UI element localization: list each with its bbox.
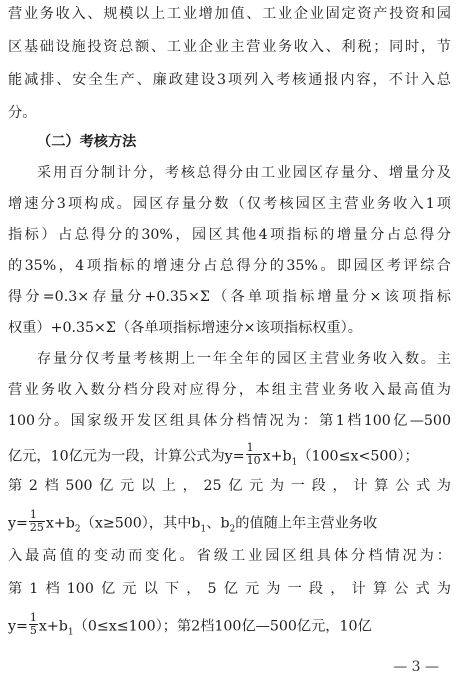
formula-text: x+b <box>45 515 75 532</box>
body-line: 第2档500亿元以上，25亿元为一段，计算公式为 <box>8 478 451 494</box>
formula-text: 、b <box>206 515 230 532</box>
page-number: — 3 — <box>393 659 439 675</box>
body-line: 100分。国家级开发区组具体分档情况为：第1档100亿—500 <box>8 413 451 429</box>
formula-text: （0≤x≤100）；第2档100亿—500亿元，10亿 <box>73 618 372 635</box>
formula-line-1 <box>8 441 451 468</box>
formula-line-3 <box>8 611 451 638</box>
fraction <box>29 612 38 637</box>
body-line: 入最高值的变动而变化。省级工业园区组具体分档情况为： <box>8 548 451 564</box>
body-line: 采用百分制计分，考核总得分由工业园区存量分、增量分及 <box>37 165 451 181</box>
formula-text: （x≥500），其中b <box>80 515 201 532</box>
fraction-numerator: 1 <box>29 611 37 624</box>
body-line: 得分=0.3×存量分+0.35×Σ（各单项指标增量分×该项指标 <box>8 289 451 305</box>
body-line: 增速分3项构成。园区存量分数（仅考核园区主营业务收入1项 <box>8 196 451 212</box>
subscript: 2 <box>74 524 81 535</box>
subscript: 2 <box>229 524 236 535</box>
formula-text: （100≤x<500）； <box>297 448 419 465</box>
formula-text: y= <box>8 618 28 635</box>
section-heading: （二）考核方法 <box>37 134 137 150</box>
body-line: 营业务收入、规模以上工业增加值、工业企业固定资产投资和园 <box>8 6 451 22</box>
body-line: 指标）占总得分的30%，园区其他4项指标的增量分占总得分 <box>8 227 451 243</box>
body-line: 的35%，4项指标的增速分占总得分的35%。即园区考评综合 <box>8 258 451 274</box>
body-line: 权重）+0.35×Σ（各单项指标增速分×该项指标权重）。 <box>8 320 362 336</box>
body-line: 营业务收入数分档分段对应得分，本组主营业务收入最高值为 <box>8 382 451 398</box>
formula-line-2 <box>8 508 451 535</box>
fraction-numerator: 1 <box>29 509 45 522</box>
body-line: 存量分仅考量考核期上一年全年的园区主营业务收入数。主 <box>37 351 451 367</box>
subscript: 1 <box>291 457 298 468</box>
fraction-denominator: 25 <box>29 521 44 534</box>
fraction-denominator: 5 <box>29 624 37 637</box>
fraction-numerator: 1 <box>246 442 262 455</box>
body-line: 第1档100亿元以下，5亿元为一段，计算公式为 <box>8 581 451 597</box>
fraction <box>246 442 262 467</box>
body-line: 能减排、安全生产、廉政建设3项列入考核通报内容，不计入总 <box>8 72 451 88</box>
fraction-denominator: 10 <box>246 454 261 467</box>
formula-text: 亿元，10亿元为一段，计算公式为y= <box>8 448 245 465</box>
formula-text: y= <box>8 515 28 532</box>
body-line: 区基础设施投资总额、工业企业主营业务收入、利税；同时，节 <box>8 39 451 55</box>
subscript: 1 <box>200 524 207 535</box>
formula-text: 的值随上年主营业务收 <box>235 515 378 532</box>
formula-text: x+b <box>262 448 292 465</box>
body-line: 分。 <box>8 105 37 121</box>
subscript: 1 <box>67 627 74 638</box>
formula-text: x+b <box>38 618 68 635</box>
fraction <box>29 509 45 534</box>
